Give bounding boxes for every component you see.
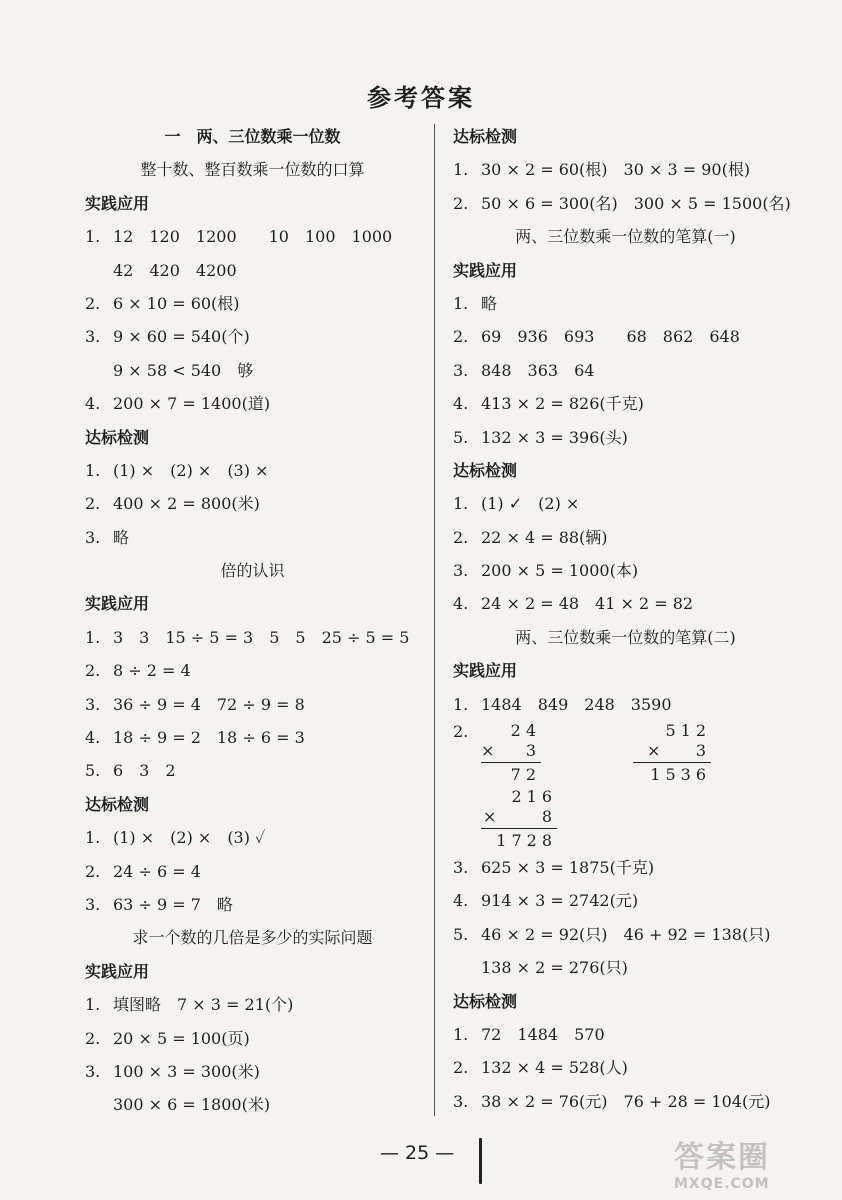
item-number: 3.: [85, 327, 101, 347]
answer-text: 24 ÷ 6 = 4: [113, 861, 201, 881]
item-number: 2.: [453, 1058, 469, 1078]
answer-line: [453, 851, 798, 884]
column-divider: [434, 124, 435, 1116]
answer-text: 38 × 2 = 76(元) 76 + 28 = 104(元): [481, 1091, 771, 1111]
practice-label: 实践应用: [453, 661, 518, 681]
answer-line: [453, 918, 798, 951]
item-number: 2.: [453, 722, 469, 742]
item-number: 1.: [85, 995, 101, 1015]
calc-multiplicand: 24: [510, 721, 541, 741]
answer-text: 42 420 4200: [113, 260, 237, 280]
answer-line: [85, 721, 420, 754]
check-label: 达标检测: [85, 427, 150, 447]
check-label: 达标检测: [453, 460, 518, 480]
item-number: 4.: [453, 394, 469, 414]
answer-list: [453, 287, 798, 454]
item-number: 3.: [453, 561, 469, 581]
answer-text: 20 × 5 = 100(页): [113, 1028, 250, 1048]
answer-text: 138 × 2 = 276(只): [481, 958, 628, 978]
calc-multiplier-row: [481, 741, 541, 761]
answer-line: [85, 521, 420, 554]
answer-text: 1484 849 248 3590: [481, 694, 672, 714]
answer-line: [85, 654, 420, 687]
answer-text: 9 × 58 < 540 够: [113, 360, 254, 380]
answer-line: [85, 287, 420, 320]
vertical-calc: [633, 721, 711, 785]
times-sign: ×: [483, 807, 497, 827]
item-number: 2.: [453, 527, 469, 547]
answer-line: [453, 487, 798, 520]
right-column: [453, 120, 798, 1118]
item-number: 1.: [453, 1024, 469, 1044]
answer-text: 46 × 2 = 92(只) 46 + 92 = 138(只): [481, 924, 771, 944]
page-title: 参考答案: [367, 84, 475, 112]
answer-line: [453, 521, 798, 554]
answer-line: [453, 320, 798, 353]
answer-text: 400 × 2 = 800(米): [113, 494, 260, 514]
page-footer: [380, 1138, 500, 1178]
item-number: 3.: [453, 1091, 469, 1111]
calc-product: 1728: [496, 831, 557, 851]
answer-list: [85, 621, 420, 788]
item-number: 4.: [453, 891, 469, 911]
section-heading: 求一个数的几倍是多少的实际问题: [132, 928, 373, 948]
answer-text: 50 × 6 = 300(名) 300 × 5 = 1500(名): [481, 193, 791, 213]
vertical-calc: [481, 787, 557, 851]
calc-product: 72: [510, 765, 541, 785]
check-label: 达标检测: [453, 127, 518, 146]
answer-text: (1) × (2) × (3) ✓: [113, 828, 266, 848]
answer-text: 848 363 64: [481, 360, 595, 380]
answer-list: [85, 821, 420, 921]
answer-line: [85, 1022, 420, 1055]
item-number: 1.: [85, 828, 101, 848]
answer-line: [85, 688, 420, 721]
answer-line: [453, 287, 798, 320]
item-number: 2.: [453, 327, 469, 347]
item-number: 2.: [85, 1028, 101, 1048]
item-number: 2.: [85, 661, 101, 681]
answer-line: [453, 1018, 798, 1051]
answer-text: 200 × 5 = 1000(本): [481, 561, 639, 581]
item-number: 1.: [453, 160, 469, 180]
item-number: 4.: [453, 594, 469, 614]
calc-multiplier-row: [481, 807, 557, 827]
calc-multiplicand: 512: [665, 721, 711, 741]
times-sign: ×: [647, 741, 661, 761]
calc-multiplicand: 216: [511, 787, 557, 807]
calc-product: 1536: [650, 765, 711, 785]
answer-text: 略: [481, 293, 498, 313]
answer-text: 69 936 693 68 862 648: [481, 327, 740, 347]
answer-text: 100 × 3 = 300(米): [113, 1061, 260, 1081]
answer-text: 72 1484 570: [481, 1024, 605, 1044]
answer-text: 625 × 3 = 1875(千克): [481, 858, 655, 878]
answer-line: [85, 454, 420, 487]
answer-text: 9 × 60 = 540(个): [113, 327, 250, 347]
answer-line: [85, 754, 420, 787]
answer-text: (1) ✓ (2) ×: [481, 494, 580, 514]
answer-list: [453, 851, 798, 985]
answer-text: 填图略 7 × 3 = 21(个): [113, 995, 294, 1015]
answer-text: 18 ÷ 9 = 2 18 ÷ 6 = 3: [113, 728, 305, 748]
item-number: 1.: [85, 227, 101, 247]
left-column: [85, 120, 420, 1122]
practice-label: 实践应用: [85, 961, 150, 981]
answer-line: [453, 1051, 798, 1084]
answer-text: 3 3 15 ÷ 5 = 3 5 5 25 ÷ 5 = 5: [113, 627, 410, 647]
item-number: 3.: [85, 694, 101, 714]
answer-text: 6 3 2: [113, 761, 176, 781]
answer-text: 200 × 7 = 1400(道): [113, 394, 271, 414]
item-number: 2.: [85, 293, 101, 313]
answer-line: [453, 421, 798, 454]
answer-text: 63 ÷ 9 = 7 略: [113, 894, 233, 914]
answer-line: [453, 1085, 798, 1118]
answer-line: [453, 354, 798, 387]
page-number-value: 25: [405, 1142, 430, 1164]
answer-text: 132 × 4 = 528(人): [481, 1058, 628, 1078]
answer-line: [85, 387, 420, 420]
answer-line: [453, 387, 798, 420]
answer-text: 6 × 10 = 60(根): [113, 293, 240, 313]
answer-line: [85, 1088, 420, 1121]
answer-line: [453, 884, 798, 917]
watermark-url: MXQE.COM: [674, 1176, 770, 1192]
section-heading: 两、三位数乘一位数的笔算(一): [515, 227, 736, 247]
answer-line: [85, 988, 420, 1021]
answer-line: [85, 621, 420, 654]
answer-text: 8 ÷ 2 = 4: [113, 661, 191, 681]
item-number: 3.: [85, 527, 101, 547]
item-number: 1.: [453, 293, 469, 313]
section-heading: 倍的认识: [220, 561, 285, 581]
calc-multiplier-row: [633, 741, 711, 761]
item-number: 1.: [453, 694, 469, 714]
vertical-calc-row: [453, 721, 798, 787]
answer-text: 36 ÷ 9 = 4 72 ÷ 9 = 8: [113, 694, 305, 714]
item-number: 2.: [85, 861, 101, 881]
answer-line: [85, 487, 420, 520]
answer-text: 12 120 1200 10 100 1000: [113, 227, 393, 247]
times-sign: ×: [481, 741, 495, 761]
item-number: 1.: [85, 460, 101, 480]
item-number: 4.: [85, 394, 101, 414]
practice-label: 实践应用: [453, 260, 518, 280]
answer-line: [85, 855, 420, 888]
answer-text: 24 × 2 = 48 41 × 2 = 82: [481, 594, 694, 614]
answer-line: [453, 153, 798, 186]
answer-text: (1) × (2) × (3) ×: [113, 460, 269, 480]
binding-mark: [479, 1138, 482, 1184]
answer-line: [85, 1055, 420, 1088]
practice-label: 实践应用: [85, 594, 150, 614]
answer-line: [85, 888, 420, 921]
item-number: 5.: [85, 761, 101, 781]
answer-line: [453, 587, 798, 620]
item-number: 3.: [85, 1061, 101, 1081]
answer-line: [85, 254, 420, 287]
answer-line: [453, 554, 798, 587]
answer-list: [453, 1018, 798, 1118]
answer-list: [85, 220, 420, 420]
item-number: 3.: [453, 360, 469, 380]
vertical-calc-row: [453, 787, 798, 851]
answer-text: 22 × 4 = 88(辆): [481, 527, 608, 547]
calc-multiplier: 3: [695, 741, 711, 761]
answer-line: [453, 951, 798, 984]
unit-heading: 一 两、三位数乘一位数: [164, 127, 341, 146]
answer-line: [85, 220, 420, 253]
answer-list: [453, 487, 798, 621]
watermark-logo: [674, 1132, 824, 1192]
answer-line: [85, 821, 420, 854]
check-label: 达标检测: [453, 991, 518, 1011]
answer-text: 413 × 2 = 826(千克): [481, 394, 644, 414]
answer-line: [453, 688, 798, 721]
calc-multiplier: 3: [525, 741, 541, 761]
section-heading: 整十数、整百数乘一位数的口算: [140, 160, 365, 180]
item-number: 5.: [453, 427, 469, 447]
answer-list: [85, 988, 420, 1122]
answer-text: 132 × 3 = 396(头): [481, 427, 628, 447]
check-label: 达标检测: [85, 794, 150, 814]
answer-list: [453, 153, 798, 220]
vertical-calc: [481, 721, 541, 785]
item-number: 1.: [453, 494, 469, 514]
calc-rule: [633, 762, 711, 763]
practice-label: 实践应用: [85, 193, 150, 213]
answer-line: [453, 187, 798, 220]
answer-line: [85, 320, 420, 353]
item-number: 4.: [85, 728, 101, 748]
item-number: 1.: [85, 627, 101, 647]
page-number: — 25 —: [380, 1142, 455, 1164]
calc-rule: [481, 828, 557, 829]
item-number: 3.: [85, 894, 101, 914]
watermark-text: 答案圈: [674, 1140, 770, 1175]
calc-multiplier: 8: [541, 807, 557, 827]
answer-line: [85, 354, 420, 387]
calc-rule: [481, 762, 541, 763]
section-heading: 两、三位数乘一位数的笔算(二): [515, 627, 736, 647]
answer-text: 略: [113, 527, 130, 547]
answer-text: 300 × 6 = 1800(米): [113, 1095, 271, 1115]
item-number: 2.: [85, 494, 101, 514]
item-number: 3.: [453, 858, 469, 878]
item-number: 2.: [453, 193, 469, 213]
item-number: 5.: [453, 924, 469, 944]
answer-text: 914 × 3 = 2742(元): [481, 891, 639, 911]
answer-text: 30 × 2 = 60(根) 30 × 3 = 90(根): [481, 160, 751, 180]
answer-list: [85, 454, 420, 554]
